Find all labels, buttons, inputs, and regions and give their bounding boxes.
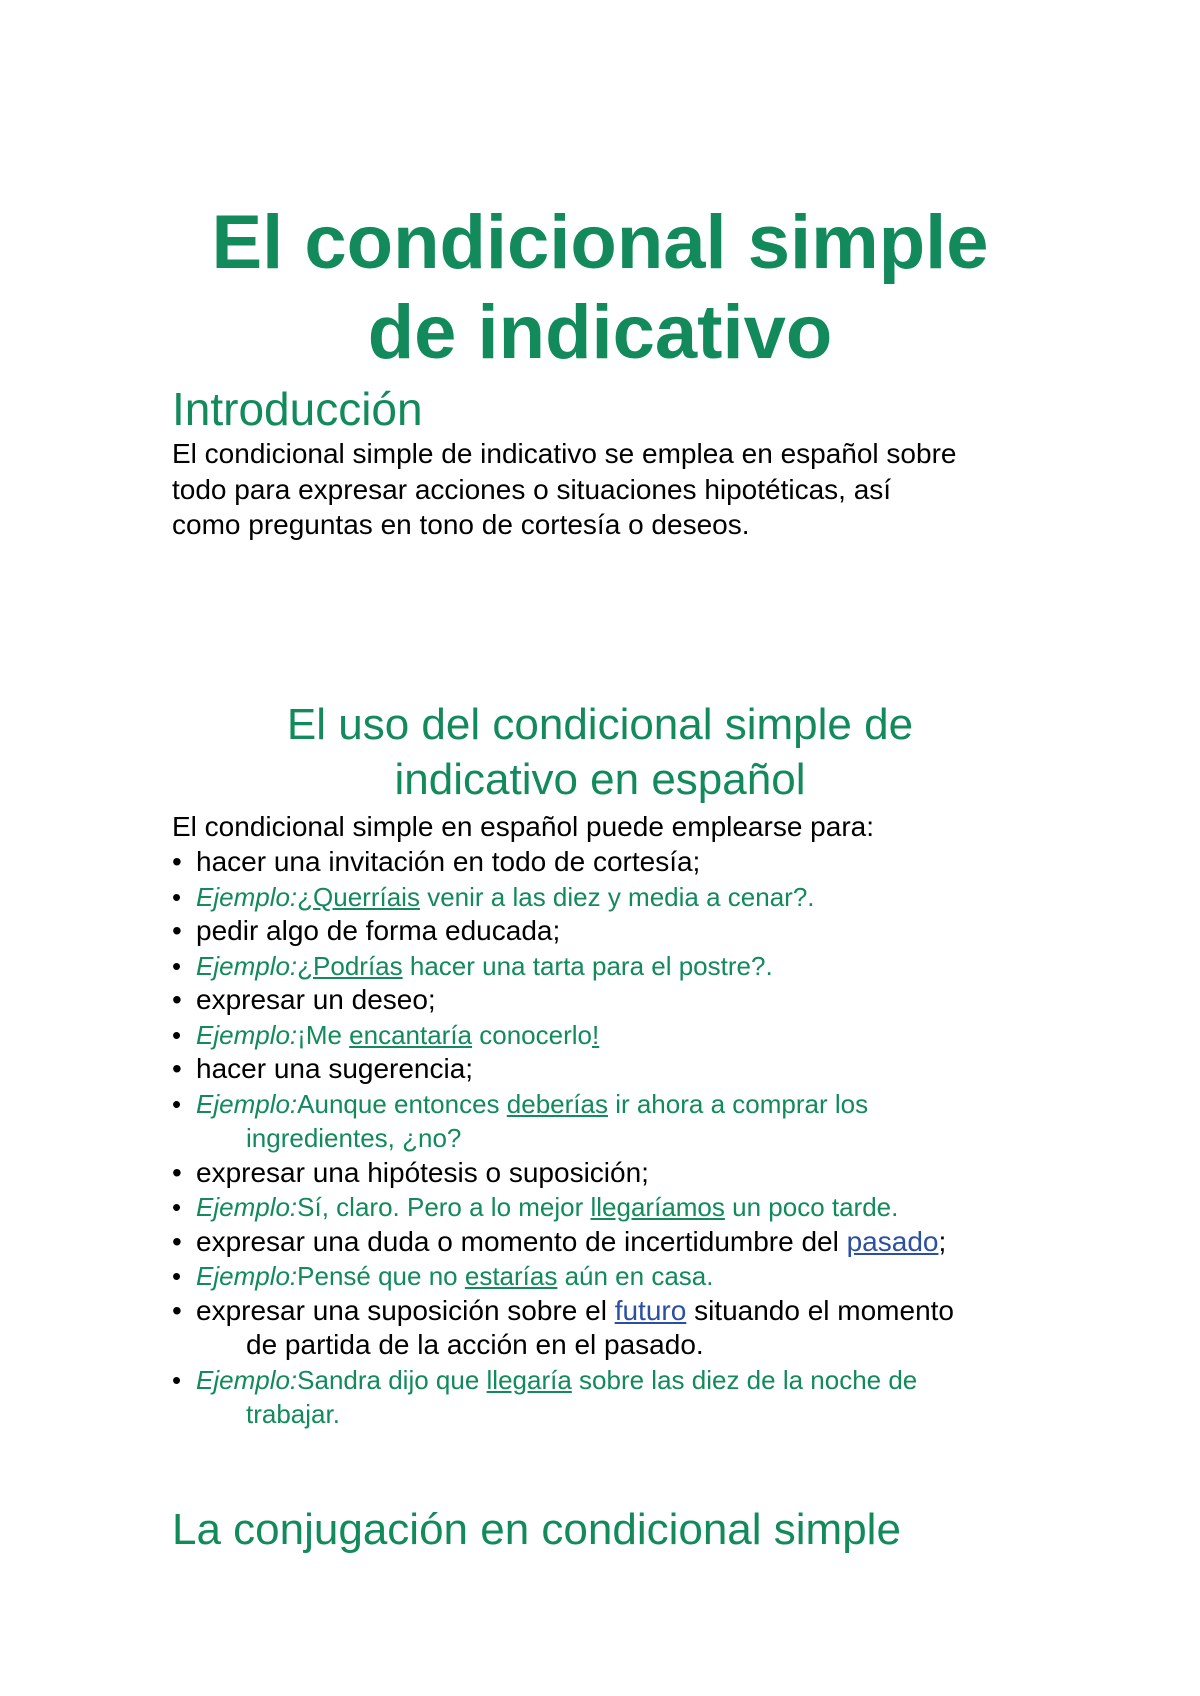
uso-lead: El condicional simple en español puede emplearse para: <box>172 811 874 842</box>
bullet: • <box>172 1294 182 1326</box>
example-label: Ejemplo: <box>196 950 298 981</box>
example-verb: encantaría <box>349 1019 473 1050</box>
intro-heading: Introducción <box>172 383 423 435</box>
intro-line2: todo para expresar acciones o situaciones hipotéticas, así <box>172 473 892 505</box>
example-label: Ejemplo: <box>196 1364 298 1395</box>
example-item: • Ejemplo:Pensé que no estarías aún en casa. <box>172 1259 1072 1294</box>
continuation: ingredientes, ¿no? <box>246 1123 462 1153</box>
example-verb: ¿Podrías <box>297 950 403 981</box>
example-label: Ejemplo: <box>196 881 298 912</box>
intro-line3: como preguntas en tono de cortesía o deseos. <box>172 509 750 540</box>
example-label: Ejemplo: <box>196 1088 298 1119</box>
conjugacion-heading: La conjugación en condicional simple <box>172 1505 901 1554</box>
uso-heading <box>0 697 1200 807</box>
bullet: • <box>172 950 182 981</box>
example-verb: ¿Querríais <box>297 881 420 912</box>
bullet: • <box>172 915 182 946</box>
intro-line1: El condicional simple de indicativo se emplea en español sobre <box>172 438 957 469</box>
bullet: • <box>172 1088 182 1119</box>
example-item: • Ejemplo:¿Querríais venir a las diez y media a cenar?. <box>172 880 1072 915</box>
example-verb: llegaría <box>486 1364 572 1395</box>
example-verb: estarías <box>464 1261 558 1291</box>
page-title <box>0 198 1200 378</box>
list-item: • hacer una sugerencia; <box>172 1052 1072 1087</box>
example-verb: llegaríamos <box>590 1192 725 1222</box>
bullet: • <box>172 984 182 1015</box>
bullet: • <box>172 1364 182 1395</box>
bullet: • <box>172 1019 182 1050</box>
uso-list <box>172 845 1072 1432</box>
uso-heading-line2: indicativo en español <box>394 755 806 804</box>
example-item: • Ejemplo:Aunque entonces deberías ir ahora a comprar los ingredientes, ¿no? <box>172 1087 1072 1156</box>
example-item: • Ejemplo:¿Podrías hacer una tarta para el postre?. <box>172 949 1072 984</box>
bullet: • <box>172 1156 182 1188</box>
list-item: • expresar una hipótesis o suposición; <box>172 1156 1072 1191</box>
continuation: de partida de la acción en el pasado. <box>246 1329 704 1360</box>
link-futuro[interactable]: futuro <box>614 1294 687 1326</box>
bullet: • <box>172 1053 182 1084</box>
continuation: trabajar. <box>246 1399 340 1429</box>
uso-heading-line1: El uso del condicional simple de <box>286 700 914 749</box>
list-item: • expresar una suposición sobre el futuro situando el momento de partida de la acción en el pasado. <box>172 1294 1072 1363</box>
bullet: • <box>172 1192 182 1222</box>
example-label: Ejemplo: <box>196 1019 298 1050</box>
page-title-line2: de indicativo <box>367 290 833 375</box>
example-verb: deberías <box>506 1088 608 1119</box>
list-item: • expresar un deseo; <box>172 983 1072 1018</box>
list-item: • pedir algo de forma educada; <box>172 914 1072 949</box>
bullet: • <box>172 1225 182 1257</box>
bullet: • <box>172 881 182 912</box>
example-item: • Ejemplo:Sí, claro. Pero a lo mejor llegaríamos un poco tarde. <box>172 1190 1072 1225</box>
bullet: • <box>172 846 182 877</box>
list-item: • hacer una invitación en todo de cortesía; <box>172 845 1072 880</box>
example-label: Ejemplo: <box>196 1261 298 1291</box>
intro-paragraph <box>172 436 1072 543</box>
example-item: • Ejemplo:Sandra dijo que llegaría sobre las diez de la noche de trabajar. <box>172 1363 1072 1432</box>
example-item: • Ejemplo:¡Me encantaría conocerlo! <box>172 1018 1072 1053</box>
bullet: • <box>172 1261 182 1291</box>
example-label: Ejemplo: <box>196 1192 298 1222</box>
link-pasado[interactable]: pasado <box>846 1225 939 1257</box>
list-item: • expresar una duda o momento de incertidumbre del pasado; <box>172 1225 1072 1260</box>
page-title-line1: El condicional simple <box>211 200 989 285</box>
